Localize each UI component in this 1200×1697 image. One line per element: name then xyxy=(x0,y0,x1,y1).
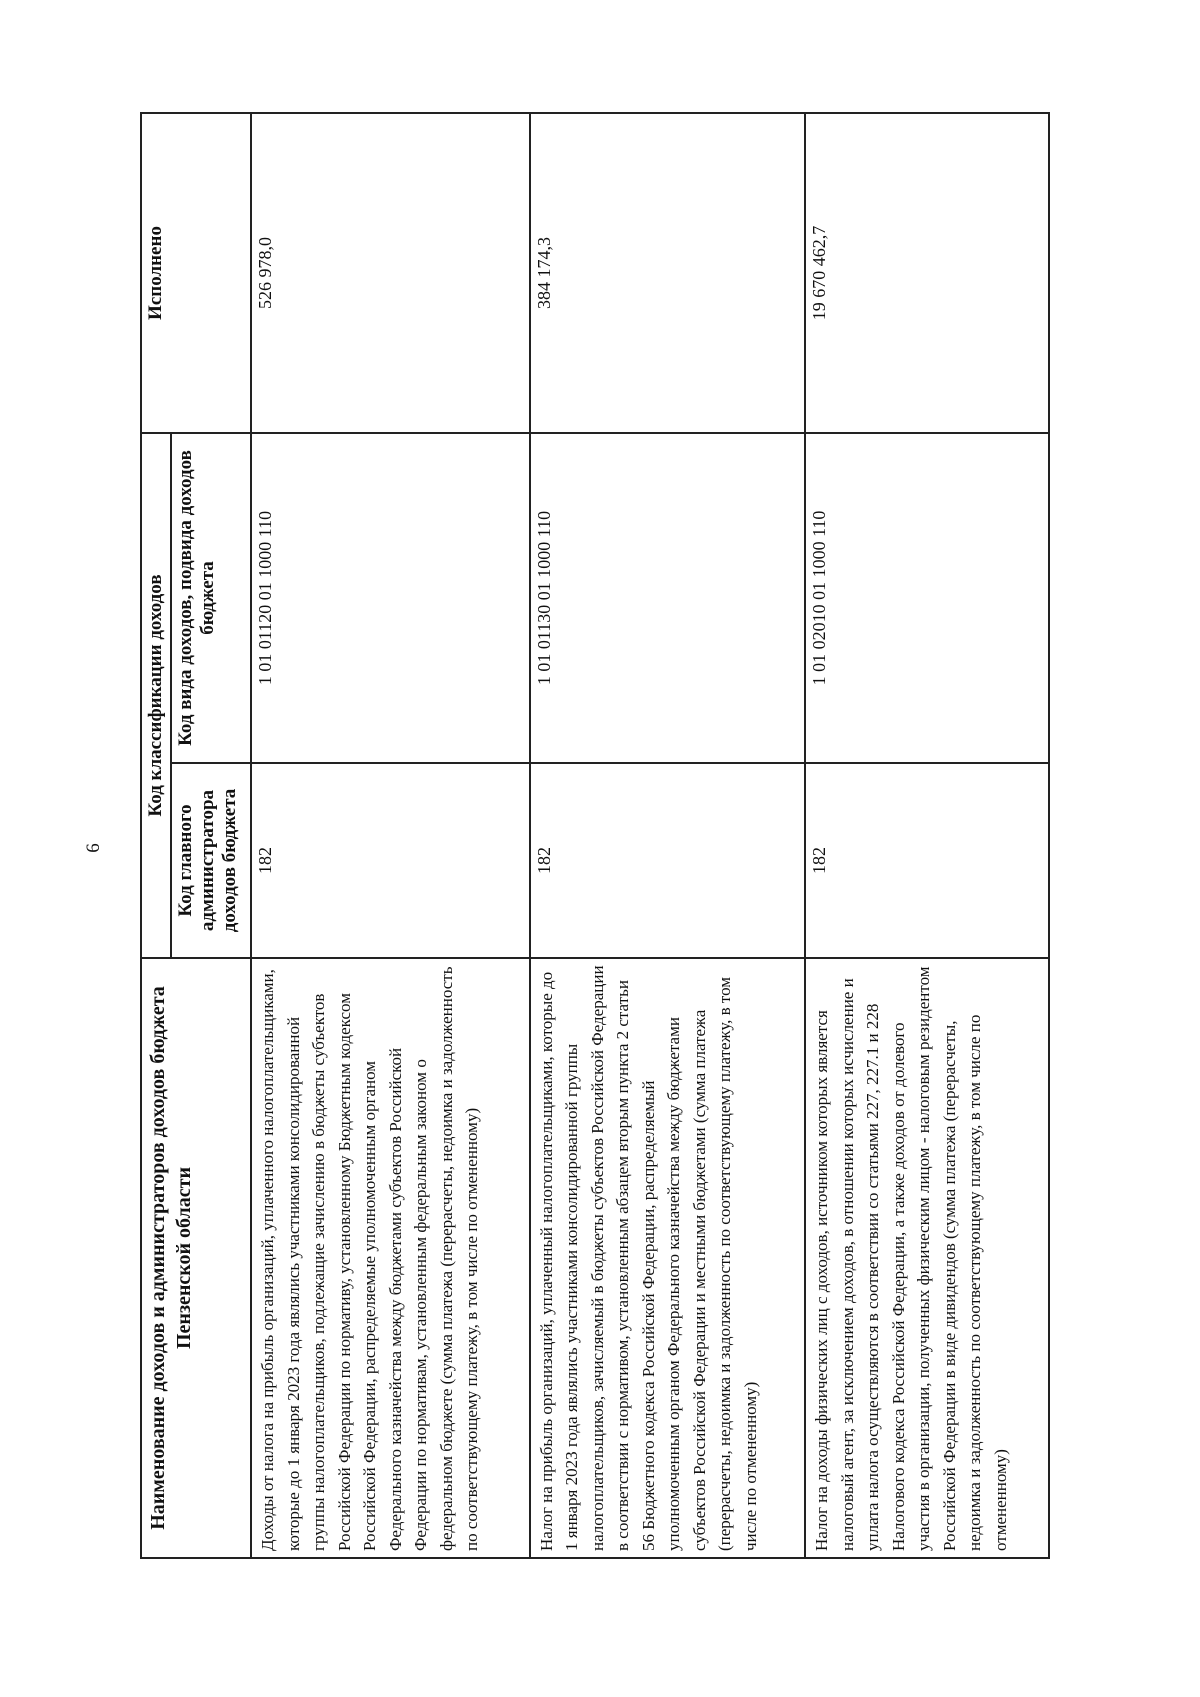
row-executed: 384 174,3 xyxy=(530,113,806,433)
table-row xyxy=(805,113,1049,1558)
row-type-code: 1 01 02010 01 1000 110 xyxy=(805,433,1049,763)
header-code-group: Код классификации доходов xyxy=(141,433,171,958)
rotated-table-frame xyxy=(140,114,1050,1559)
row-name: Доходы от налога на прибыль организаций, уплаченного налогоплательщиками, которые до 1 января 2023 года являлись участниками консолидированной группы налогоплательщиков, подлежащие зачислению в бюджеты субъектов Российской Федерации по нормативу, установленному Бюджетным кодексом Российской Федерации, распределяемые уполномоченным органом Федерального казначейства между бюджетами субъектов Российской Федерации по нормативам, установленным федеральным законом о федеральном бюджете (сумма платежа (перерасчеты, недоимка и задолженность по соответствующему платежу, в том числе по отмененному) xyxy=(251,958,530,1558)
header-admin-code: Код главного администратора доходов бюджета xyxy=(171,763,251,958)
table-row xyxy=(251,113,530,1558)
header-name: Наименование доходов и администраторов доходов бюджета Пензенской области xyxy=(141,958,251,1558)
revenue-table xyxy=(140,112,1050,1559)
row-type-code: 1 01 01130 01 1000 110 xyxy=(530,433,806,763)
row-admin-code: 182 xyxy=(251,763,530,958)
table-row xyxy=(530,113,806,1558)
row-name: Налог на доходы физических лиц с доходов, источником которых является налоговый агент, за исключением доходов, в отношении которых исчисление и уплата налога осуществляются в соответствии со статьями 227, 227.1 и 228 Налогового кодекса Российской Федерации, а также доходов от долевого участия в организации, полученных физическим лицом - налоговым резидентом Российской Федерации в виде дивидендов (сумма платежа (перерасчеты, недоимка и задолженность по соответствующему платежу, в том числе по отмененному) xyxy=(805,958,1049,1558)
row-executed: 19 670 462,7 xyxy=(805,113,1049,433)
table-container xyxy=(140,114,1050,1559)
row-type-code: 1 01 01120 01 1000 110 xyxy=(251,433,530,763)
header-executed: Исполнено xyxy=(141,113,251,433)
page-number: 6 xyxy=(83,843,104,853)
row-name: Налог на прибыль организаций, уплаченный налогоплательщиками, которые до 1 января 2023 года являлись участниками консолидированной группы налогоплательщиков, зачисляемый в бюджеты субъектов Российской Федерации в соответствии с нормативом, установленным абзацем вторым пункта 2 статьи 56 Бюджетного кодекса Российской Федерации, распределяемый уполномоченным органом Федерального казначейства между бюджетами субъектов Российской Федерации и местными бюджетами (сумма платежа (перерасчеты, недоимка и задолженность по соответствующему платежу, в том числе по отмененному) xyxy=(530,958,806,1558)
header-type-code: Код вида доходов, подвида доходов бюджета xyxy=(171,433,251,763)
row-executed: 526 978,0 xyxy=(251,113,530,433)
row-admin-code: 182 xyxy=(530,763,806,958)
row-admin-code: 182 xyxy=(805,763,1049,958)
